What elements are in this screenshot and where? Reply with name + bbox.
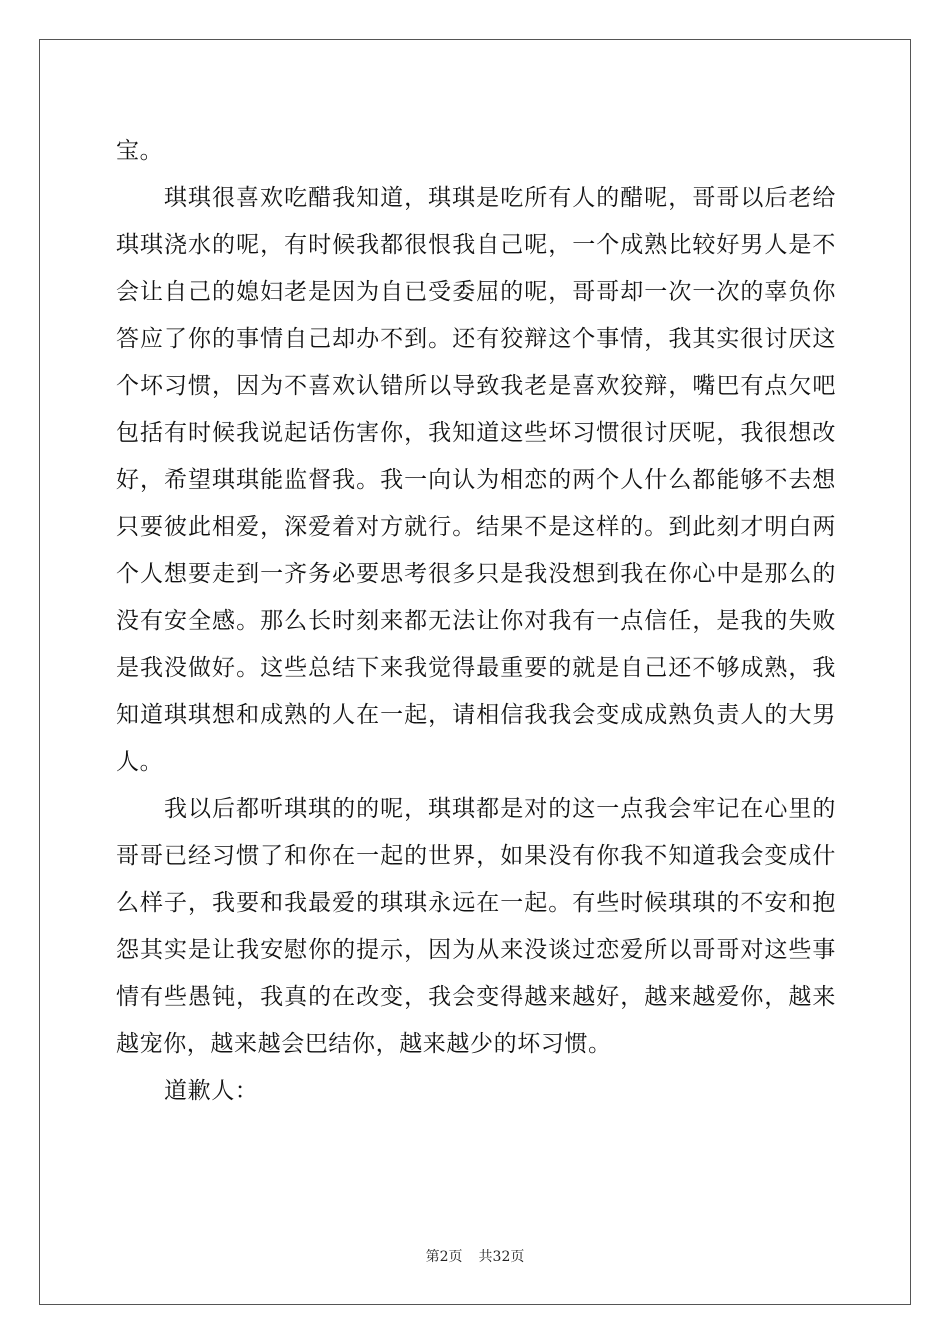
paragraph-1: 琪琪很喜欢吃醋我知道，琪琪是吃所有人的醋呢，哥哥以后老给琪琪浇水的呢，有时候我都很恨我自己呢，一个成熟比较好男人是不会让自己的媳妇老是因为自已受委屈的呢，哥哥却一次一次的辜负你答应了你的事情自己却办不到。还有狡辩这个事情，我其实很讨厌这个坏习惯，因为不喜欢认错所以导致我老是喜欢狡辩，嘴巴有点欠吧包括有时候我说起话伤害你，我知道这些坏习惯很讨厌呢，我很想改好，希望琪琪能监督我。我一向认为相恋的两个人什么都能够不去想只要彼此相爱，深爱着对方就行。结果不是这样的。到此刻才明白两个人想要走到一齐务必要思考很多只是我没想到我在你心中是那么的没有安全感。那么长时刻来都无法让你对我有一点信任，是我的失败是我没做好。这些总结下来我觉得最重要的就是自己还不够成熟，我知道琪琪想和成熟的人在一起，请相信我我会变成成熟负责人的大男人。 xyxy=(116,185,836,775)
document-body xyxy=(116,128,836,1115)
signature-line: 道歉人： xyxy=(164,1078,259,1104)
page-number: 第2页 xyxy=(425,1249,463,1265)
paragraph-2: 我以后都听琪琪的的呢，琪琪都是对的这一点我会牢记在心里的哥哥已经习惯了和你在一起的世界，如果没有你我不知道我会变成什么样子，我要和我最爱的琪琪永远在一起。有些时候琪琪的不安和抱怨其实是让我安慰你的提示，因为从来没谈过恋爱所以哥哥对这些事情有些愚钝，我真的在改变，我会变得越来越好，越来越爱你，越来越宠你，越来越会巴结你，越来越少的坏习惯。 xyxy=(116,796,836,1057)
total-pages: 共32页 xyxy=(478,1249,525,1265)
page-footer xyxy=(0,1246,950,1266)
paragraph-continuation: 宝。 xyxy=(116,138,164,164)
